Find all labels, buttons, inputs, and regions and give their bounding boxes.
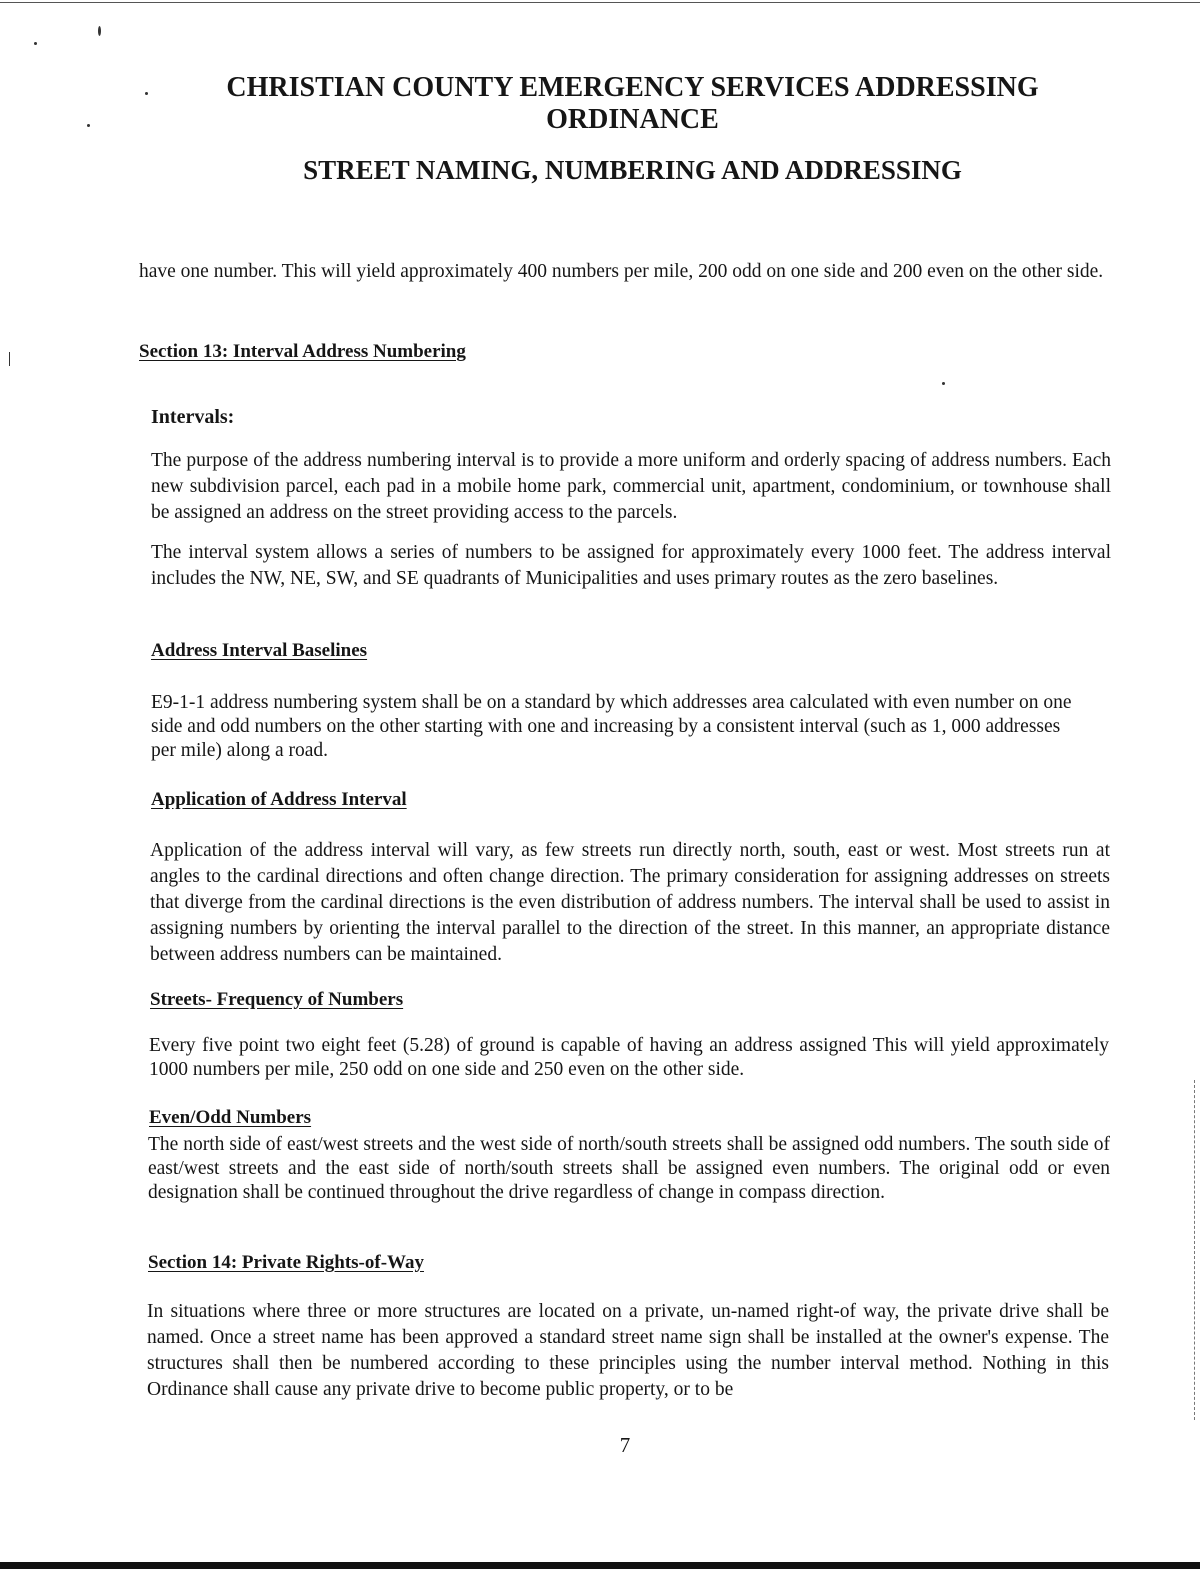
page-number: 7 [619, 1433, 631, 1457]
intervals-paragraph-2: The interval system allows a series of numbers to be assigned for approximately every 1000 feet. The address interval includes the NW, NE, SW, and SE quadrants of Municipalities and uses primary routes as the zero baselines. [151, 542, 1111, 589]
document-subtitle: STREET NAMING, NUMBERING AND ADDRESSING [303, 155, 962, 185]
scan-speck [9, 352, 10, 366]
address-interval-baselines-heading: Address Interval Baselines [151, 640, 368, 661]
streets-frequency-heading: Streets- Frequency of Numbers [150, 989, 404, 1010]
scan-bottom-border [0, 1562, 1200, 1569]
scan-speck [34, 42, 37, 45]
application-of-address-interval-heading: Application of Address Interval [151, 789, 407, 810]
section-14-heading: Section 14: Private Rights-of-Way [148, 1252, 424, 1273]
scan-speck [98, 26, 101, 36]
section-14-paragraph: In situations where three or more structures are located on a private, un-named right-of way, the private drive shall be named. Once a street name has been approved a standard street name sign shall be installed at the owner's expense. The structures shall then be numbered according to these principles using the number interval method. Nothing in this Ordinance shall cause any private drive to become public property, or to be [147, 1301, 1109, 1400]
even-odd-numbers-heading: Even/Odd Numbers [149, 1107, 312, 1128]
address-interval-baselines-paragraph: E9-1-1 address numbering system shall be on a standard by which addresses area calculated with even number on one side and odd numbers on the other starting with one and increasing by a consistent interval (such as 1, 000 addresses per mile) along a road. [151, 692, 1072, 761]
streets-frequency-paragraph: Every five point two eight feet (5.28) of ground is capable of having an address assigned This will yield approximately 1000 numbers per mile, 250 odd on one side and 250 even on the other side. [149, 1035, 1109, 1080]
scan-top-border [0, 2, 1200, 3]
intro-paragraph: have one number. This will yield approximately 400 numbers per mile, 200 odd on one side and 200 even on the other side. [139, 261, 1104, 282]
scan-speck [87, 124, 90, 127]
intervals-paragraph-1: The purpose of the address numbering interval is to provide a more uniform and orderly spacing of address numbers. Each new subdivision parcel, each pad in a mobile home park, commercial unit, apartment, condominium, or townhouse shall be assigned an address on the street providing access to the parcels. [151, 450, 1111, 523]
application-of-address-interval-paragraph: Application of the address interval will vary, as few streets run directly north, south, east or west. Most streets run at angles to the cardinal directions and often change direction. The primary consideration for assigning addresses on streets that diverge from the cardinal directions is the even distribution of address numbers. The interval shall be used to assist in assigning numbers by orienting the interval parallel to the direction of the street. In this manner, an appropriate distance between address numbers can be maintained. [150, 840, 1110, 965]
document-title-line-2: ORDINANCE [546, 104, 719, 135]
section-13-heading: Section 13: Interval Address Numbering [139, 341, 466, 362]
even-odd-numbers-paragraph: The north side of east/west streets and the west side of north/south streets shall be assigned odd numbers. The south side of east/west streets and the east side of north/south streets shall be assigned even numbers. The original odd or even designation shall be continued throughout the drive regardless of change in compass direction. [148, 1134, 1110, 1203]
intervals-heading: Intervals: [151, 406, 235, 428]
scan-speck [942, 382, 945, 385]
document-title-line-1: CHRISTIAN COUNTY EMERGENCY SERVICES ADDRESSING [226, 72, 1039, 103]
scan-right-edge [1194, 1080, 1196, 1420]
